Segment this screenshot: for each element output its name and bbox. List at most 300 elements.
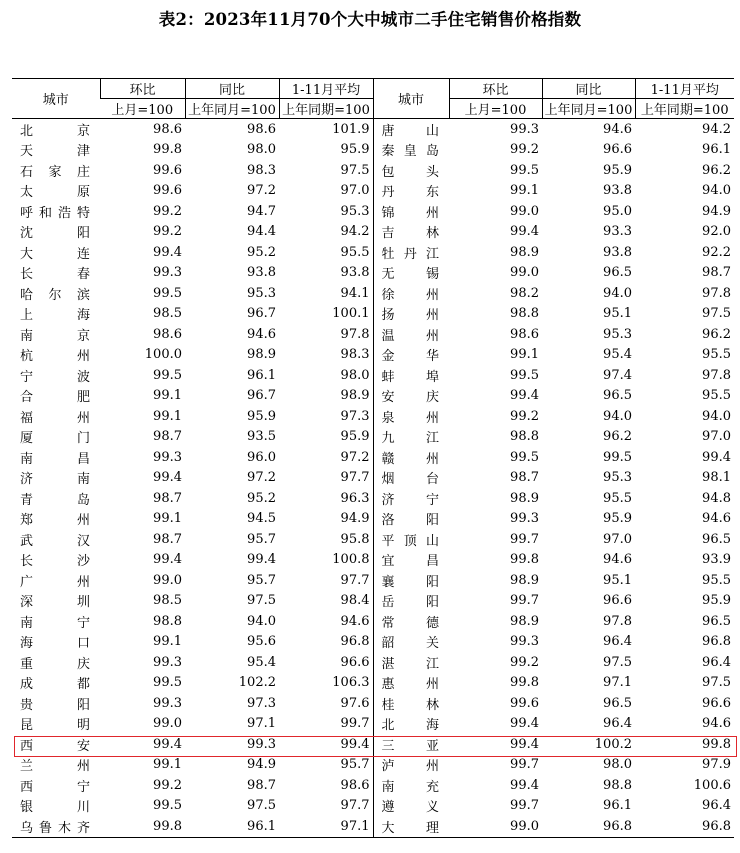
- city-name-left: 西宁: [20, 779, 90, 795]
- table-row: [12, 652, 734, 673]
- city-name-left: 哈尔滨: [20, 287, 90, 303]
- yoy-value-left: 97.2: [247, 470, 276, 486]
- mom-value-right: 99.0: [449, 816, 542, 837]
- city-name-left: 成都: [20, 677, 90, 693]
- avg-value-left: 95.8: [340, 531, 370, 547]
- table-row: [12, 611, 734, 632]
- yoy-value-left: 96.0: [247, 449, 276, 465]
- yoy-value-right: 99.5: [603, 449, 632, 465]
- mom-value-right: 99.4: [510, 716, 539, 732]
- yoy-value-right: 94.6: [603, 552, 632, 568]
- city-name-right: 泸州: [373, 755, 449, 776]
- yoy-value-right: 96.5: [603, 695, 632, 711]
- yoy-value-left: 95.3: [247, 285, 276, 301]
- yoy-value-left: 98.9: [247, 347, 276, 363]
- table-title: 表2：2023年11月70个大中城市二手住宅销售价格指数: [158, 10, 582, 29]
- mom-value-left: 98.6: [153, 326, 182, 342]
- yoy-value-left: 99.4: [247, 552, 276, 568]
- table-row: [12, 796, 734, 817]
- mom-base-right: 上月=100: [449, 99, 542, 119]
- avg-value-left: 98.3: [340, 347, 370, 363]
- mom-value-left: 100.0: [144, 347, 182, 363]
- avg-value-left: 97.2: [340, 449, 370, 465]
- mom-value-right: 99.2: [510, 408, 539, 424]
- city-name-left: 福州: [20, 410, 90, 426]
- mom-value-right: 98.9: [510, 613, 539, 629]
- table-row: [12, 345, 734, 366]
- table-row: [12, 263, 734, 284]
- city-name-left: 济南: [20, 472, 90, 488]
- city-name-right: 北海: [373, 714, 449, 735]
- yoy-value-left: 95.2: [247, 490, 276, 506]
- table-row: [12, 693, 734, 714]
- city-name-right: 平顶山: [373, 529, 449, 550]
- table-row: [12, 242, 734, 263]
- mom-value-left: 99.3: [153, 265, 182, 281]
- mom-value-right: 99.8: [510, 552, 539, 568]
- yoy-value-right: 95.9: [603, 511, 632, 527]
- yoy-value-right: 94.0: [603, 408, 632, 424]
- city-name-right: 泉州: [373, 406, 449, 427]
- table-row: [12, 427, 734, 448]
- city-name-right: 丹东: [373, 181, 449, 202]
- table-row: [12, 816, 734, 837]
- mom-value-left: 99.4: [153, 736, 182, 752]
- city-name-right: 温州: [373, 324, 449, 345]
- avg-value-right: 97.0: [702, 429, 731, 445]
- yoy-value-right: 98.8: [603, 777, 632, 793]
- yoy-base-right: 上年同月=100: [542, 99, 635, 119]
- mom-value-left: 99.8: [153, 142, 182, 158]
- city-name-right: 牡丹江: [373, 242, 449, 263]
- avg-value-right: 99.8: [702, 736, 731, 752]
- avg-value-right: 96.2: [702, 326, 731, 342]
- table-row: [12, 775, 734, 796]
- city-header-left: 城市: [12, 79, 100, 119]
- yoy-value-right: 97.8: [603, 613, 632, 629]
- city-name-left: 银川: [20, 800, 90, 816]
- mom-value-left: 99.2: [153, 777, 182, 793]
- city-name-right: 襄阳: [373, 570, 449, 591]
- avg-value-left: 99.4: [340, 736, 370, 752]
- yoy-value-left: 98.0: [247, 142, 276, 158]
- avg-value-right: 98.7: [702, 265, 731, 281]
- avg-value-right: 95.9: [702, 593, 731, 609]
- mom-value-right: 99.0: [510, 265, 539, 281]
- yoy-value-left: 97.2: [247, 183, 276, 199]
- avg-value-left: 97.3: [340, 408, 370, 424]
- avg-value-left: 97.8: [340, 326, 370, 342]
- mom-value-right: 98.9: [510, 572, 539, 588]
- yoy-header-left: 同比: [185, 79, 279, 99]
- city-name-right: 扬州: [373, 304, 449, 325]
- mom-value-right: 99.7: [510, 593, 539, 609]
- yoy-value-left: 95.4: [247, 654, 276, 670]
- table-row: [12, 755, 734, 776]
- mom-value-left: 99.6: [153, 162, 182, 178]
- yoy-value-left: 94.4: [247, 224, 276, 240]
- avg-header-left: 1-11月平均: [279, 79, 373, 99]
- table-row: [12, 406, 734, 427]
- mom-value-right: 98.2: [510, 285, 539, 301]
- avg-value-left: 97.6: [340, 695, 370, 711]
- mom-value-right: 99.1: [510, 347, 539, 363]
- mom-value-right: 99.5: [510, 449, 539, 465]
- city-name-right: 安庆: [373, 386, 449, 407]
- avg-value-left: 98.0: [340, 367, 370, 383]
- city-name-left: 乌鲁木齐: [12, 816, 100, 837]
- mom-value-left: 99.1: [153, 408, 182, 424]
- city-name-left: 贵阳: [20, 697, 90, 713]
- city-name-right: 宜昌: [373, 550, 449, 571]
- avg-value-left: 106.3: [332, 675, 370, 691]
- avg-value-left: 94.6: [340, 613, 370, 629]
- yoy-value-right: 97.0: [603, 531, 632, 547]
- table-row: [12, 468, 734, 489]
- avg-value-right: 95.5: [702, 572, 731, 588]
- city-name-left: 沈阳: [20, 226, 90, 242]
- avg-value-left: 96.6: [340, 654, 370, 670]
- avg-value-left: 96.3: [340, 490, 370, 506]
- avg-base-right: 上年同期=100: [635, 99, 734, 119]
- city-name-left: 南京: [20, 328, 90, 344]
- avg-value-right: 96.8: [635, 816, 734, 837]
- avg-value-right: 97.8: [702, 285, 731, 301]
- avg-value-left: 100.8: [332, 552, 370, 568]
- city-name-left: 合肥: [20, 390, 90, 406]
- mom-value-right: 99.7: [510, 757, 539, 773]
- mom-header-right: 环比: [449, 79, 542, 99]
- mom-value-left: 98.7: [153, 490, 182, 506]
- mom-value-right: 99.5: [510, 162, 539, 178]
- table-row: [12, 550, 734, 571]
- avg-value-left: 97.7: [340, 470, 370, 486]
- city-name-right: 济宁: [373, 488, 449, 509]
- table-row: [12, 447, 734, 468]
- avg-value-right: 94.2: [702, 121, 731, 137]
- table-row: [12, 304, 734, 325]
- city-name-left: 厦门: [20, 431, 90, 447]
- mom-value-left: 99.4: [153, 552, 182, 568]
- mom-value-right: 99.4: [510, 777, 539, 793]
- yoy-value-left: 97.1: [247, 716, 276, 732]
- avg-value-right: 94.6: [702, 511, 731, 527]
- city-name-right: 九江: [373, 427, 449, 448]
- yoy-value-left: 99.3: [247, 736, 276, 752]
- city-name-left: 石家庄: [20, 164, 90, 180]
- mom-value-right: 99.2: [510, 142, 539, 158]
- city-name-right: 赣州: [373, 447, 449, 468]
- avg-base-left: 上年同期=100: [279, 99, 373, 119]
- mom-value-right: 98.9: [510, 244, 539, 260]
- city-name-right: 唐山: [373, 119, 449, 140]
- table-row: [12, 283, 734, 304]
- yoy-value-right: 96.5: [603, 388, 632, 404]
- avg-value-right: 94.0: [702, 408, 731, 424]
- mom-value-right: 99.4: [510, 224, 539, 240]
- yoy-value-left: 95.7: [247, 572, 276, 588]
- mom-value-left: 98.5: [153, 306, 182, 322]
- avg-header-right: 1-11月平均: [635, 79, 734, 99]
- city-name-left: 西安: [20, 738, 90, 754]
- avg-value-right: 96.5: [702, 531, 731, 547]
- yoy-value-left: 98.6: [247, 121, 276, 137]
- yoy-value-right: 93.3: [603, 224, 632, 240]
- mom-value-right: 99.5: [510, 367, 539, 383]
- yoy-value-left: 96.7: [247, 388, 276, 404]
- mom-value-right: 98.9: [510, 490, 539, 506]
- city-name-left: 上海: [20, 308, 90, 324]
- city-name-left: 长沙: [20, 554, 90, 570]
- table-row: [12, 140, 734, 161]
- avg-value-left: 94.2: [340, 224, 370, 240]
- mom-header-left: 环比: [100, 79, 185, 99]
- yoy-value-left: 94.6: [247, 326, 276, 342]
- mom-value-left: 99.2: [153, 203, 182, 219]
- mom-value-left: 99.5: [153, 285, 182, 301]
- avg-value-right: 97.5: [702, 306, 731, 322]
- avg-value-left: 98.4: [340, 593, 370, 609]
- yoy-value-right: 96.6: [603, 593, 632, 609]
- avg-value-left: 95.9: [340, 429, 370, 445]
- yoy-value-right: 95.5: [603, 490, 632, 506]
- city-name-right: 金华: [373, 345, 449, 366]
- yoy-value-left: 94.7: [247, 203, 276, 219]
- yoy-value-left: 96.1: [247, 367, 276, 383]
- avg-value-right: 93.9: [702, 552, 731, 568]
- yoy-value-right: 95.1: [603, 572, 632, 588]
- mom-value-left: 99.4: [153, 470, 182, 486]
- mom-value-right: 99.0: [510, 203, 539, 219]
- yoy-value-right: 96.6: [603, 142, 632, 158]
- yoy-value-left: 97.5: [247, 798, 276, 814]
- avg-value-left: 99.7: [340, 716, 370, 732]
- mom-value-right: 99.4: [510, 736, 539, 752]
- mom-value-right: 98.8: [510, 429, 539, 445]
- avg-value-left: 97.7: [340, 798, 370, 814]
- mom-value-left: 99.6: [153, 183, 182, 199]
- city-name-right: 锦州: [373, 201, 449, 222]
- yoy-value-right: 94.0: [603, 285, 632, 301]
- avg-value-right: 99.4: [702, 449, 731, 465]
- mom-value-right: 99.1: [510, 183, 539, 199]
- avg-value-right: 92.0: [702, 224, 731, 240]
- yoy-value-right: 96.8: [542, 816, 635, 837]
- city-name-left: 青岛: [20, 492, 90, 508]
- city-name-left: 北京: [20, 123, 90, 139]
- table-row: [12, 509, 734, 530]
- city-name-left: 郑州: [20, 513, 90, 529]
- table-row: [12, 324, 734, 345]
- city-name-right: 大理: [373, 816, 449, 837]
- city-name-left: 重庆: [20, 656, 90, 672]
- mom-value-left: 99.5: [153, 675, 182, 691]
- avg-value-right: 96.4: [702, 798, 731, 814]
- table-row: [12, 529, 734, 550]
- city-header-right: 城市: [373, 79, 449, 119]
- avg-value-left: 95.9: [340, 142, 370, 158]
- avg-value-right: 97.9: [702, 757, 731, 773]
- mom-value-left: 98.5: [153, 593, 182, 609]
- mom-value-right: 99.4: [510, 388, 539, 404]
- price-index-table: [12, 78, 734, 838]
- mom-value-left: 99.1: [153, 388, 182, 404]
- table-row: [12, 734, 734, 755]
- city-name-left: 深圳: [20, 595, 90, 611]
- city-name-left: 宁波: [20, 369, 90, 385]
- yoy-value-right: 97.1: [603, 675, 632, 691]
- yoy-value-right: 100.2: [594, 736, 632, 752]
- yoy-header-right: 同比: [542, 79, 635, 99]
- avg-value-right: 95.5: [702, 388, 731, 404]
- table-row: [12, 591, 734, 612]
- city-name-left: 广州: [20, 574, 90, 590]
- mom-value-left: 99.1: [153, 757, 182, 773]
- mom-value-left: 99.1: [153, 511, 182, 527]
- mom-value-right: 99.7: [510, 798, 539, 814]
- city-name-left: 天津: [20, 144, 90, 160]
- table-header: [12, 79, 734, 119]
- mom-value-right: 99.6: [510, 695, 539, 711]
- avg-value-left: 100.1: [332, 306, 370, 322]
- city-name-left: 武汉: [20, 533, 90, 549]
- yoy-value-left: 97.3: [247, 695, 276, 711]
- mom-value-right: 99.7: [510, 531, 539, 547]
- avg-value-left: 95.7: [340, 757, 370, 773]
- avg-value-right: 96.6: [702, 695, 731, 711]
- avg-value-right: 97.8: [702, 367, 731, 383]
- mom-value-left: 99.2: [153, 224, 182, 240]
- mom-value-left: 99.3: [153, 654, 182, 670]
- city-name-right: 湛江: [373, 652, 449, 673]
- avg-value-right: 94.0: [702, 183, 731, 199]
- table-row: [12, 488, 734, 509]
- mom-value-left: 99.3: [153, 695, 182, 711]
- yoy-value-left: 94.0: [247, 613, 276, 629]
- city-name-right: 南充: [373, 775, 449, 796]
- city-name-right: 惠州: [373, 673, 449, 694]
- mom-value-right: 98.8: [510, 306, 539, 322]
- city-name-right: 遵义: [373, 796, 449, 817]
- avg-value-right: 96.5: [702, 613, 731, 629]
- city-name-left: 大连: [20, 246, 90, 262]
- mom-value-left: 98.7: [153, 531, 182, 547]
- mom-value-left: 99.0: [153, 716, 182, 732]
- avg-value-right: 96.4: [702, 654, 731, 670]
- mom-value-left: 98.6: [153, 121, 182, 137]
- avg-value-right: 95.5: [702, 347, 731, 363]
- mom-value-left: 99.5: [153, 367, 182, 383]
- city-name-right: 吉林: [373, 222, 449, 243]
- city-name-right: 包头: [373, 160, 449, 181]
- yoy-value-right: 97.4: [603, 367, 632, 383]
- yoy-value-left: 95.6: [247, 634, 276, 650]
- avg-value-left: 95.5: [340, 244, 370, 260]
- yoy-value-right: 95.1: [603, 306, 632, 322]
- avg-value-left: 98.6: [340, 777, 370, 793]
- table-row: [12, 714, 734, 735]
- city-name-right: 三亚: [373, 734, 449, 755]
- mom-value-left: 99.5: [153, 798, 182, 814]
- table-row: [12, 632, 734, 653]
- yoy-value-left: 95.7: [247, 531, 276, 547]
- table-row: [12, 386, 734, 407]
- avg-value-left: 94.9: [340, 511, 370, 527]
- yoy-value-right: 96.4: [603, 634, 632, 650]
- city-name-right: 无锡: [373, 263, 449, 284]
- mom-value-right: 99.3: [510, 511, 539, 527]
- city-name-right: 秦皇岛: [373, 140, 449, 161]
- table-row: [12, 160, 734, 181]
- city-name-right: 韶关: [373, 632, 449, 653]
- avg-value-left: 97.5: [340, 162, 370, 178]
- city-name-right: 常德: [373, 611, 449, 632]
- mom-value-right: 99.2: [510, 654, 539, 670]
- avg-value-right: 100.6: [693, 777, 731, 793]
- yoy-value-left: 93.8: [247, 265, 276, 281]
- city-name-right: 岳阳: [373, 591, 449, 612]
- avg-value-right: 94.8: [702, 490, 731, 506]
- avg-value-right: 96.1: [702, 142, 731, 158]
- city-name-right: 蚌埠: [373, 365, 449, 386]
- yoy-value-right: 95.0: [603, 203, 632, 219]
- table-row: [12, 201, 734, 222]
- city-name-left: 杭州: [20, 349, 90, 365]
- yoy-value-right: 96.4: [603, 716, 632, 732]
- yoy-value-right: 94.6: [603, 121, 632, 137]
- yoy-value-right: 95.9: [603, 162, 632, 178]
- yoy-base-left: 上年同月=100: [185, 99, 279, 119]
- city-name-left: 呼和浩特: [20, 205, 90, 221]
- city-name-left: 海口: [20, 636, 90, 652]
- mom-value-left: 98.8: [153, 613, 182, 629]
- yoy-value-right: 96.1: [603, 798, 632, 814]
- yoy-value-right: 96.5: [603, 265, 632, 281]
- mom-value-left: 99.0: [153, 572, 182, 588]
- avg-value-right: 96.2: [702, 162, 731, 178]
- avg-value-left: 93.8: [340, 265, 370, 281]
- yoy-value-left: 95.2: [247, 244, 276, 260]
- mom-value-right: 98.6: [510, 326, 539, 342]
- yoy-value-left: 98.7: [247, 777, 276, 793]
- table-row: [12, 365, 734, 386]
- city-name-left: 兰州: [20, 759, 90, 775]
- table-row: [12, 222, 734, 243]
- yoy-value-right: 93.8: [603, 183, 632, 199]
- avg-value-right: 94.9: [702, 203, 731, 219]
- mom-value-left: 99.8: [100, 816, 185, 837]
- yoy-value-left: 95.9: [247, 408, 276, 424]
- avg-value-left: 96.8: [340, 634, 370, 650]
- city-name-left: 南昌: [20, 451, 90, 467]
- avg-value-left: 98.9: [340, 388, 370, 404]
- yoy-value-left: 102.2: [238, 675, 276, 691]
- avg-value-right: 96.8: [702, 634, 731, 650]
- yoy-value-left: 98.3: [247, 162, 276, 178]
- mom-value-right: 99.3: [510, 121, 539, 137]
- city-name-left: 长春: [20, 267, 90, 283]
- mom-base-left: 上月=100: [100, 99, 185, 119]
- yoy-value-right: 97.5: [603, 654, 632, 670]
- avg-value-left: 101.9: [332, 121, 370, 137]
- mom-value-left: 99.3: [153, 449, 182, 465]
- table-row: [12, 673, 734, 694]
- mom-value-right: 99.3: [510, 634, 539, 650]
- yoy-value-left: 96.7: [247, 306, 276, 322]
- avg-value-left: 94.1: [340, 285, 370, 301]
- mom-value-right: 98.7: [510, 470, 539, 486]
- city-name-right: 洛阳: [373, 509, 449, 530]
